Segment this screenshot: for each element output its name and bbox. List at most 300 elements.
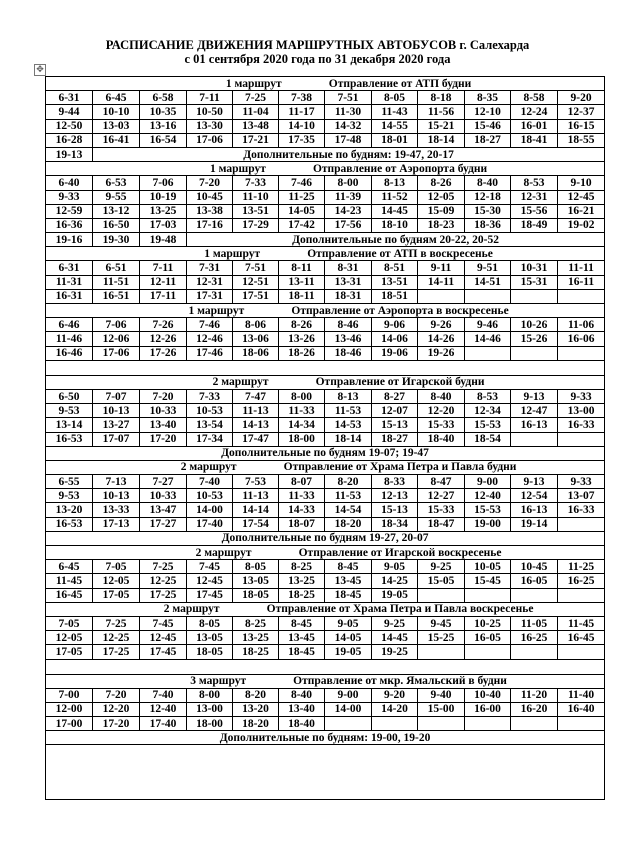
time-cell: 18-25 xyxy=(233,645,279,659)
table-row xyxy=(46,688,605,702)
direction-name: Отправление от Храма Петра и Павла воскресенье xyxy=(266,603,534,616)
time-cell: 15-09 xyxy=(418,204,465,218)
time-cell: 13-40 xyxy=(140,418,187,432)
time-cell: 7-05 xyxy=(93,560,140,574)
time-cell: 7-40 xyxy=(140,688,187,702)
route-name: 1 маршрут xyxy=(209,162,266,175)
time-cell: 7-11 xyxy=(140,261,187,275)
time-cell: 18-31 xyxy=(325,289,372,303)
time-cell: 8-40 xyxy=(418,389,465,403)
time-cell: 13-00 xyxy=(187,702,233,716)
time-cell: 7-46 xyxy=(187,318,233,332)
time-cell: 13-30 xyxy=(187,119,233,133)
time-cell xyxy=(558,432,605,446)
time-cell: 18-34 xyxy=(372,517,418,531)
time-cell: 16-00 xyxy=(465,702,511,716)
time-cell: 8-00 xyxy=(279,389,325,403)
time-cell: 16-20 xyxy=(511,702,558,716)
time-cell: 11-25 xyxy=(279,190,325,204)
time-cell: 19-05 xyxy=(372,588,418,602)
time-cell: 12-45 xyxy=(187,574,233,588)
time-cell: 9-20 xyxy=(558,91,605,105)
time-cell: 11-17 xyxy=(279,105,325,119)
time-cell: 8-00 xyxy=(187,688,233,702)
time-cell: 8-47 xyxy=(418,475,465,489)
time-cell: 15-56 xyxy=(511,204,558,218)
time-cell: 11-40 xyxy=(558,688,605,702)
time-cell: 7-20 xyxy=(187,176,233,190)
time-cell: 9-44 xyxy=(46,105,93,119)
time-cell: 7-51 xyxy=(325,91,372,105)
time-cell xyxy=(558,289,605,303)
time-cell: 7-25 xyxy=(233,91,279,105)
time-cell: 16-36 xyxy=(46,218,93,232)
time-cell: 17-20 xyxy=(140,432,187,446)
table-row xyxy=(46,489,605,503)
time-cell: 17-40 xyxy=(140,717,187,731)
time-cell: 8-40 xyxy=(279,688,325,702)
time-cell: 17-26 xyxy=(140,346,187,360)
time-cell: 12-00 xyxy=(46,702,93,716)
extra-departures: Дополнительные по будням 20-22, 20-52 xyxy=(187,233,605,247)
time-cell: 9-20 xyxy=(372,688,418,702)
time-cell: 18-20 xyxy=(233,717,279,731)
time-cell: 19-05 xyxy=(325,645,372,659)
time-cell: 13-05 xyxy=(233,574,279,588)
time-cell: 15-33 xyxy=(418,503,465,517)
time-cell: 7-11 xyxy=(187,91,233,105)
time-cell: 14-23 xyxy=(325,204,372,218)
time-cell: 17-35 xyxy=(279,133,325,147)
time-cell: 17-25 xyxy=(93,645,140,659)
time-cell: 12-25 xyxy=(93,631,140,645)
time-cell: 7-47 xyxy=(233,389,279,403)
time-cell: 11-04 xyxy=(233,105,279,119)
time-cell: 17-11 xyxy=(140,289,187,303)
time-cell: 9-13 xyxy=(511,475,558,489)
extra-departures: Дополнительные по будням: 19-00, 19-20 xyxy=(46,731,605,745)
time-cell: 13-27 xyxy=(93,418,140,432)
time-cell xyxy=(372,717,418,731)
time-cell: 7-45 xyxy=(140,616,187,630)
time-cell: 8-27 xyxy=(372,389,418,403)
time-cell: 8-18 xyxy=(418,91,465,105)
time-cell: 11-33 xyxy=(279,489,325,503)
time-cell: 6-58 xyxy=(140,91,187,105)
time-cell: 15-33 xyxy=(418,418,465,432)
time-cell: 7-07 xyxy=(93,389,140,403)
schedule-header xyxy=(46,162,605,176)
time-cell: 8-35 xyxy=(465,91,511,105)
time-cell: 17-27 xyxy=(140,517,187,531)
direction-name: Отправление от Храма Петра и Павла будни xyxy=(283,461,517,474)
time-cell xyxy=(511,645,558,659)
time-cell: 13-25 xyxy=(279,574,325,588)
time-cell: 14-11 xyxy=(418,275,465,289)
time-cell: 7-45 xyxy=(187,560,233,574)
time-cell: 9-33 xyxy=(558,389,605,403)
time-cell: 14-13 xyxy=(233,418,279,432)
time-cell: 9-25 xyxy=(418,560,465,574)
time-cell: 19-25 xyxy=(372,645,418,659)
time-cell: 14-34 xyxy=(279,418,325,432)
time-cell: 8-31 xyxy=(325,261,372,275)
time-cell: 9-00 xyxy=(465,475,511,489)
time-cell: 10-53 xyxy=(187,404,233,418)
time-cell: 18-27 xyxy=(372,432,418,446)
time-cell: 9-51 xyxy=(465,261,511,275)
time-cell: 18-23 xyxy=(418,218,465,232)
time-cell: 19-14 xyxy=(511,517,558,531)
time-cell xyxy=(558,517,605,531)
time-cell xyxy=(418,588,465,602)
time-cell: 9-11 xyxy=(418,261,465,275)
time-cell: 10-26 xyxy=(511,318,558,332)
time-cell: 6-31 xyxy=(46,91,93,105)
time-cell: 16-06 xyxy=(558,332,605,346)
time-cell: 17-06 xyxy=(187,133,233,147)
spacer-row xyxy=(46,659,605,674)
time-cell: 16-53 xyxy=(46,432,93,446)
table-row xyxy=(46,190,605,204)
time-cell: 10-53 xyxy=(187,489,233,503)
time-cell: 8-05 xyxy=(187,616,233,630)
time-cell: 9-53 xyxy=(46,404,93,418)
time-cell: 16-25 xyxy=(558,574,605,588)
time-cell: 11-43 xyxy=(372,105,418,119)
time-cell: 18-41 xyxy=(511,133,558,147)
time-cell xyxy=(511,289,558,303)
time-cell: 16-45 xyxy=(558,631,605,645)
time-cell: 8-58 xyxy=(511,91,558,105)
time-cell xyxy=(558,346,605,360)
time-cell: 16-15 xyxy=(558,119,605,133)
extra-departures: Дополнительные по будням 19-07; 19-47 xyxy=(46,446,605,460)
time-cell: 18-55 xyxy=(558,133,605,147)
schedule-header xyxy=(46,304,605,318)
time-cell: 8-26 xyxy=(418,176,465,190)
time-cell: 12-13 xyxy=(372,489,418,503)
time-cell: 6-45 xyxy=(46,560,93,574)
spacer-cell xyxy=(46,745,605,800)
time-cell: 7-53 xyxy=(233,475,279,489)
time-cell: 9-45 xyxy=(418,616,465,630)
time-cell: 15-26 xyxy=(511,332,558,346)
time-cell: 14-06 xyxy=(372,332,418,346)
table-row xyxy=(46,204,605,218)
time-cell: 17-20 xyxy=(93,717,140,731)
time-cell: 7-13 xyxy=(93,475,140,489)
time-cell: 11-20 xyxy=(511,688,558,702)
time-cell: 17-45 xyxy=(140,645,187,659)
time-cell: 10-19 xyxy=(140,190,187,204)
time-cell: 7-33 xyxy=(233,176,279,190)
time-cell: 12-20 xyxy=(418,404,465,418)
direction-name: Отправление от АТП в воскресенье xyxy=(307,247,493,260)
time-cell xyxy=(325,717,372,731)
time-cell: 16-46 xyxy=(46,346,93,360)
time-cell: 12-07 xyxy=(372,404,418,418)
table-row xyxy=(46,560,605,574)
time-cell: 13-07 xyxy=(558,489,605,503)
table-row xyxy=(46,404,605,418)
spacer-row xyxy=(46,745,605,800)
time-cell: 16-51 xyxy=(93,289,140,303)
schedule-table xyxy=(45,76,605,800)
time-cell: 11-51 xyxy=(93,275,140,289)
time-cell: 10-05 xyxy=(465,560,511,574)
schedule-header-row xyxy=(46,375,605,389)
time-cell: 13-06 xyxy=(233,332,279,346)
time-cell: 10-25 xyxy=(465,616,511,630)
time-cell: 7-26 xyxy=(140,318,187,332)
time-cell: 17-31 xyxy=(187,289,233,303)
time-cell: 15-45 xyxy=(465,574,511,588)
time-cell: 8-45 xyxy=(279,616,325,630)
time-cell: 17-46 xyxy=(187,346,233,360)
time-cell: 17-00 xyxy=(46,717,93,731)
time-cell: 17-51 xyxy=(233,289,279,303)
time-cell: 16-40 xyxy=(558,702,605,716)
time-cell: 12-26 xyxy=(140,332,187,346)
time-cell: 13-20 xyxy=(233,702,279,716)
time-cell: 18-20 xyxy=(325,517,372,531)
time-cell: 8-05 xyxy=(233,560,279,574)
time-cell: 11-31 xyxy=(46,275,93,289)
time-cell: 16-41 xyxy=(93,133,140,147)
table-row xyxy=(46,418,605,432)
time-cell: 18-45 xyxy=(325,588,372,602)
table-row xyxy=(46,119,605,133)
time-cell: 11-13 xyxy=(233,404,279,418)
time-cell: 7-20 xyxy=(140,389,187,403)
time-cell: 9-33 xyxy=(46,190,93,204)
time-cell: 14-14 xyxy=(233,503,279,517)
direction-name: Отправление от Игарской будни xyxy=(315,376,485,389)
time-cell: 12-11 xyxy=(140,275,187,289)
schedule-header xyxy=(46,674,605,688)
time-cell xyxy=(511,717,558,731)
time-cell: 10-10 xyxy=(93,105,140,119)
time-cell: 13-46 xyxy=(325,332,372,346)
time-cell: 14-26 xyxy=(418,332,465,346)
time-cell: 8-46 xyxy=(325,318,372,332)
table-row xyxy=(46,91,605,105)
time-cell: 15-31 xyxy=(511,275,558,289)
table-row xyxy=(46,702,605,716)
time-cell: 14-32 xyxy=(325,119,372,133)
time-cell: 8-53 xyxy=(511,176,558,190)
time-cell: 6-46 xyxy=(46,318,93,332)
time-cell: 8-13 xyxy=(325,389,372,403)
time-cell: 14-05 xyxy=(279,204,325,218)
schedule-header-row xyxy=(46,247,605,261)
table-row xyxy=(46,645,605,659)
table-row xyxy=(46,176,605,190)
table-row xyxy=(46,588,605,602)
time-cell: 11-11 xyxy=(558,261,605,275)
time-cell: 10-35 xyxy=(140,105,187,119)
time-cell: 9-26 xyxy=(418,318,465,332)
time-cell: 16-13 xyxy=(511,418,558,432)
time-cell: 15-00 xyxy=(418,702,465,716)
time-cell: 6-55 xyxy=(46,475,93,489)
time-cell: 12-31 xyxy=(187,275,233,289)
time-cell: 12-51 xyxy=(233,275,279,289)
time-cell xyxy=(558,717,605,731)
time-cell: 11-52 xyxy=(372,190,418,204)
time-cell: 14-46 xyxy=(465,332,511,346)
time-cell xyxy=(511,432,558,446)
time-cell: 18-14 xyxy=(418,133,465,147)
time-cell: 15-25 xyxy=(418,631,465,645)
extra-departures: Дополнительные по будням: 19-47, 20-17 xyxy=(93,147,605,161)
time-cell: 13-48 xyxy=(233,119,279,133)
time-cell: 16-25 xyxy=(511,631,558,645)
time-cell: 7-38 xyxy=(279,91,325,105)
table-row xyxy=(46,133,605,147)
time-cell: 7-06 xyxy=(93,318,140,332)
schedule-header-row xyxy=(46,602,605,616)
time-cell: 10-13 xyxy=(93,489,140,503)
time-cell: 17-48 xyxy=(325,133,372,147)
time-cell: 11-45 xyxy=(46,574,93,588)
time-cell: 15-13 xyxy=(372,418,418,432)
time-cell: 14-25 xyxy=(372,574,418,588)
time-cell: 18-05 xyxy=(187,645,233,659)
time-cell: 12-05 xyxy=(46,631,93,645)
time-cell: 7-25 xyxy=(140,560,187,574)
time-cell: 12-46 xyxy=(187,332,233,346)
time-cell: 17-56 xyxy=(325,218,372,232)
time-cell: 9-53 xyxy=(46,489,93,503)
extra-row xyxy=(46,531,605,545)
direction-name: Отправление от Игарской воскресенье xyxy=(298,546,502,559)
table-row xyxy=(46,389,605,403)
time-cell: 8-53 xyxy=(465,389,511,403)
time-cell: 15-46 xyxy=(465,119,511,133)
time-cell: 9-46 xyxy=(465,318,511,332)
time-cell: 16-21 xyxy=(558,204,605,218)
document-title: РАСПИСАНИЕ ДВИЖЕНИЯ МАРШРУТНЫХ АВТОБУСОВ г. Салехарда xyxy=(105,38,530,52)
time-cell: 16-31 xyxy=(46,289,93,303)
time-cell xyxy=(465,588,511,602)
time-cell: 17-06 xyxy=(93,346,140,360)
document-subtitle: с 01 сентября 2020 года по 31 декабря 2020 года xyxy=(184,52,451,66)
time-cell: 17-40 xyxy=(187,517,233,531)
time-cell: 14-45 xyxy=(372,631,418,645)
time-cell: 13-11 xyxy=(279,275,325,289)
time-cell: 7-46 xyxy=(279,176,325,190)
time-cell: 9-25 xyxy=(372,616,418,630)
time-cell: 12-10 xyxy=(465,105,511,119)
time-cell: 8-06 xyxy=(233,318,279,332)
time-cell: 8-26 xyxy=(279,318,325,332)
extra-row xyxy=(46,446,605,460)
time-cell: 6-40 xyxy=(46,176,93,190)
time-cell: 13-45 xyxy=(325,574,372,588)
time-cell: 13-54 xyxy=(187,418,233,432)
time-cell xyxy=(511,588,558,602)
time-cell: 6-45 xyxy=(93,91,140,105)
time-cell: 18-00 xyxy=(279,432,325,446)
time-cell: 9-13 xyxy=(511,389,558,403)
direction-name: Отправление от Аэропорта будни xyxy=(312,162,488,175)
time-cell: 17-05 xyxy=(93,588,140,602)
time-cell: 13-20 xyxy=(46,503,93,517)
time-cell: 8-07 xyxy=(279,475,325,489)
time-cell: 8-25 xyxy=(279,560,325,574)
time-cell: 13-31 xyxy=(325,275,372,289)
time-cell xyxy=(465,289,511,303)
route-name: 1 маршрут xyxy=(204,247,261,260)
time-cell: 11-05 xyxy=(511,616,558,630)
time-cell: 8-20 xyxy=(233,688,279,702)
time-cell xyxy=(558,645,605,659)
time-cell: 18-46 xyxy=(325,346,372,360)
time-cell: 16-53 xyxy=(46,517,93,531)
time-cell: 11-45 xyxy=(558,616,605,630)
schedule-header xyxy=(46,375,605,389)
time-cell: 11-56 xyxy=(418,105,465,119)
time-cell: 15-53 xyxy=(465,418,511,432)
time-cell: 7-31 xyxy=(187,261,233,275)
time-cell: 18-27 xyxy=(465,133,511,147)
time-cell: 19-30 xyxy=(93,233,140,247)
time-cell: 16-54 xyxy=(140,133,187,147)
time-cell: 12-06 xyxy=(93,332,140,346)
time-cell: 12-37 xyxy=(558,105,605,119)
time-cell: 6-53 xyxy=(93,176,140,190)
route-name: 2 маршрут xyxy=(180,461,237,474)
time-cell: 8-11 xyxy=(279,261,325,275)
table-row xyxy=(46,261,605,275)
time-cell: 14-33 xyxy=(279,503,325,517)
time-cell: 13-25 xyxy=(233,631,279,645)
table-row xyxy=(46,475,605,489)
schedule-header-row xyxy=(46,304,605,318)
time-cell: 12-27 xyxy=(418,489,465,503)
time-cell: 19-16 xyxy=(46,233,93,247)
time-cell: 14-53 xyxy=(325,418,372,432)
time-cell: 18-49 xyxy=(511,218,558,232)
time-cell: 14-05 xyxy=(325,631,372,645)
time-cell: 8-13 xyxy=(372,176,418,190)
time-cell: 11-30 xyxy=(325,105,372,119)
time-cell: 12-18 xyxy=(465,190,511,204)
time-cell: 6-51 xyxy=(93,261,140,275)
move-handle-icon[interactable]: ✥ xyxy=(34,64,46,76)
time-cell: 16-11 xyxy=(558,275,605,289)
schedule-header-row xyxy=(46,674,605,688)
time-cell: 12-40 xyxy=(140,702,187,716)
time-cell: 18-07 xyxy=(279,517,325,531)
extra-row xyxy=(46,731,605,745)
time-cell: 15-21 xyxy=(418,119,465,133)
table-row xyxy=(46,318,605,332)
table-row xyxy=(46,332,605,346)
time-cell: 12-50 xyxy=(46,119,93,133)
time-cell: 9-00 xyxy=(325,688,372,702)
time-cell: 9-10 xyxy=(558,176,605,190)
time-cell: 13-05 xyxy=(187,631,233,645)
time-cell: 9-05 xyxy=(372,560,418,574)
schedule-header xyxy=(46,247,605,261)
time-cell xyxy=(465,717,511,731)
table-row xyxy=(46,503,605,517)
time-cell: 9-33 xyxy=(558,475,605,489)
time-cell: 17-47 xyxy=(233,432,279,446)
